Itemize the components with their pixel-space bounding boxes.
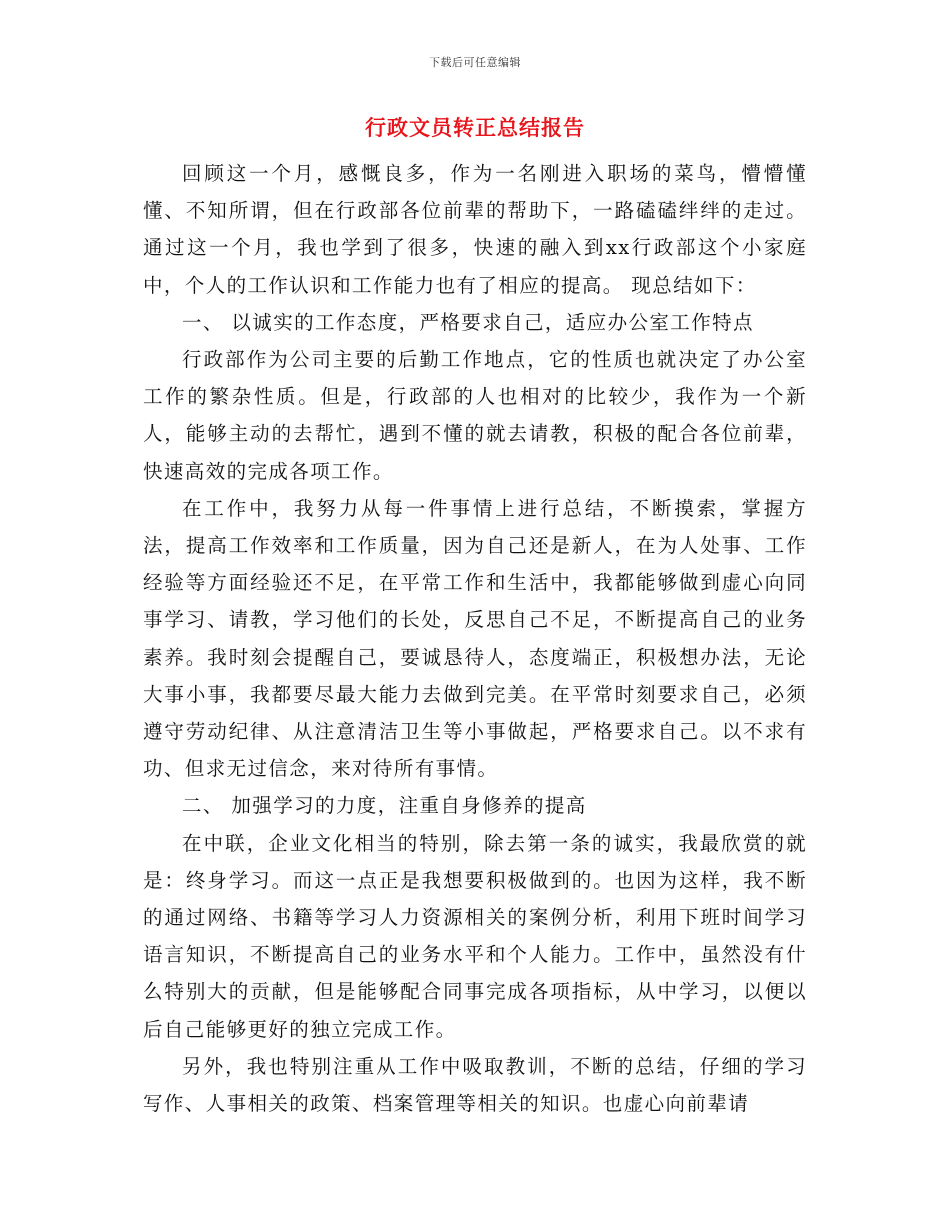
document-title: 行政文员转正总结报告 xyxy=(365,115,585,140)
section-heading-2: 二、 加强学习的力度，注重自身修养的提高 xyxy=(182,794,587,818)
paragraph-section1-a: 行政部作为公司主要的后勤工作地点，它的性质也就决定了办公室工作的繁杂性质。但是，行政部的人也相对的比较少，我作为一个新人，能够主动的去帮忙，遇到不懂的就去请教，积极的配合各位前辈，快速高效的完成各项工作。 xyxy=(143,348,807,483)
paragraph-section2-a: 在中联，企业文化相当的特别，除去第一条的诚实，我最欣赏的就是：终身学习。而这一点正是我想要积极做到的。也因为这样，我不断的通过网络、书籍等学习人力资源相关的案例分析，利用下班时间学习语言知识，不断提高自己的业务水平和个人能力。工作中，虽然没有什么特别大的贡献，但是能够配合同事完成各项指标，从中学习，以便以后自己能够更好的独立完成工作。 xyxy=(143,831,807,1041)
paragraph-section1-b: 在工作中，我努力从每一件事情上进行总结，不断摸索，掌握方法，提高工作效率和工作质量，因为自己还是新人，在为人处事、工作经验等方面经验还不足，在平常工作和生活中，我都能够做到虚心向同事学习、请教，学习他们的长处，反思自己不足，不断提高自己的业务素养。我时刻会提醒自己，要诚恳待人，态度端正，积极想办法，无论大事小事，我都要尽最大能力去做到完美。在平常时刻要求自己，必须遵守劳动纪律、从注意清洁卫生等小事做起，严格要求自己。以不求有功、但求无过信念，来对待所有事情。 xyxy=(143,496,807,781)
paragraph-section2-b: 另外，我也特别注重从工作中吸取教训，不断的总结，仔细的学习写作、人事相关的政策、档案管理等相关的知识。也虚心向前辈请 xyxy=(143,1054,807,1116)
paragraph-intro: 回顾这一个月，感慨良多，作为一名刚进入职场的菜鸟，懵懵懂懂、不知所谓，但在行政部各位前辈的帮助下，一路磕磕绊绊的走过。通过这一个月，我也学到了很多，快速的融入到xx行政部这个小家庭中，个人的工作认识和工作能力也有了相应的提高。 现总结如下： xyxy=(143,162,807,297)
header-note: 下载后可任意编辑 xyxy=(429,56,521,69)
section-heading-1: 一、 以诚实的工作态度，严格要求自己，适应办公室工作特点 xyxy=(182,310,754,334)
document-body xyxy=(143,155,807,1122)
